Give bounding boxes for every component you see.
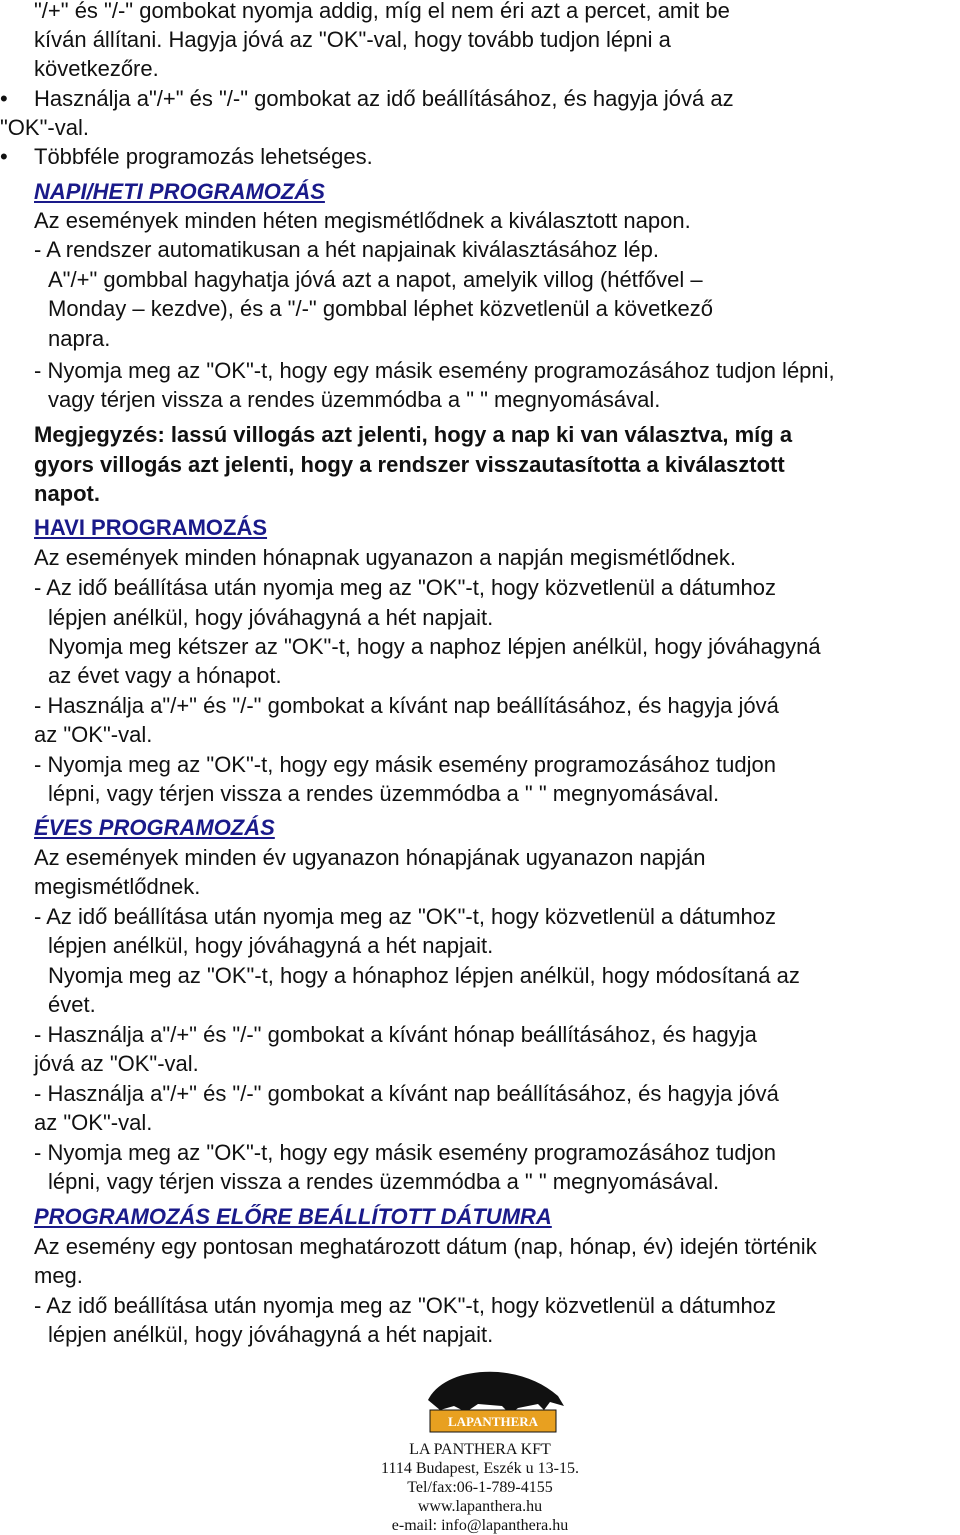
note-line: napot. <box>34 481 100 506</box>
panther-logo-icon <box>418 1366 568 1436</box>
company-name: LA PANTHERA KFT <box>409 1441 551 1458</box>
text-line: - A rendszer automatikusan a hét napjainak kiválasztásához lép. <box>34 237 659 262</box>
text-line: következőre. <box>34 56 159 81</box>
company-address: 1114 Budapest, Eszék u 13-15. <box>381 1460 579 1477</box>
text-line: - Használja a"/+" és "/-" gombokat a kívánt nap beállításához, és hagyja jóvá <box>34 1081 779 1106</box>
company-email-link[interactable]: e-mail: info@lapanthera.hu <box>391 1517 569 1534</box>
bullet-icon: • <box>0 86 8 111</box>
text-line: - Nyomja meg az "OK"-t, hogy egy másik esemény programozásához tudjon <box>34 1140 776 1165</box>
text-line: "/+" és "/-" gombokat nyomja addig, míg el nem éri azt a percet, amit be <box>34 0 730 23</box>
text-line: jóvá az "OK"-val. <box>34 1051 199 1076</box>
svg-text:LAPANTHERA: LAPANTHERA <box>447 1414 539 1429</box>
text-line: - Nyomja meg az "OK"-t, hogy egy másik esemény programozásához tudjon lépni, <box>34 358 835 383</box>
section-heading: ÉVES PROGRAMOZÁS <box>34 815 275 840</box>
text-line: - Nyomja meg az "OK"-t, hogy egy másik esemény programozásához tudjon <box>34 752 776 777</box>
company-footer <box>0 1440 960 1535</box>
text-line: "OK"-val. <box>0 115 89 140</box>
text-line: A"/+" gombbal hagyhatja jóvá azt a napot, amelyik villog (hétfővel – <box>48 267 703 292</box>
text-line: Az események minden hónapnak ugyanazon a napján megismétlődnek. <box>34 545 737 570</box>
section-heading: NAPI/HETI PROGRAMOZÁS <box>34 179 325 204</box>
text-line: az "OK"-val. <box>34 1110 153 1135</box>
text-line: lépni, vagy térjen vissza a rendes üzemmódba a " " megnyomásával. <box>48 781 720 806</box>
text-line: Nyomja meg kétszer az "OK"-t, hogy a naphoz lépjen anélkül, hogy jóváhagyná <box>48 634 821 659</box>
text-line: meg. <box>34 1263 83 1288</box>
text-line: az évet vagy a hónapot. <box>48 663 282 688</box>
text-line: - Az idő beállítása után nyomja meg az "OK"-t, hogy közvetlenül a dátumhoz <box>34 904 777 929</box>
bullet-line: • Többféle programozás lehetséges. <box>0 144 373 169</box>
section-heading: PROGRAMOZÁS ELŐRE BEÁLLÍTOTT DÁTUMRA <box>34 1204 552 1229</box>
lapanthera-logo <box>418 1366 568 1436</box>
text-line: Monday – kezdve), és a "/-" gombbal léphet közvetlenül a következő <box>48 296 713 321</box>
note-line: gyors villogás azt jelenti, hogy a rendszer visszautasította a kiválasztott <box>34 452 785 477</box>
text-line: Az események minden év ugyanazon hónapjának ugyanazon napján <box>34 845 706 870</box>
bullet-line: • Használja a"/+" és "/-" gombokat az idő beállításához, és hagyja jóvá az <box>0 86 734 111</box>
text-line: vagy térjen vissza a rendes üzemmódba a " " megnyomásával. <box>48 387 661 412</box>
text-line: Nyomja meg az "OK"-t, hogy a hónaphoz lépjen anélkül, hogy módosítaná az <box>48 963 800 988</box>
text-line: lépjen anélkül, hogy jóváhagyná a hét napjait. <box>48 1322 494 1347</box>
text-line: - Használja a"/+" és "/-" gombokat a kívánt nap beállításához, és hagyja jóvá <box>34 693 779 718</box>
text-line: az "OK"-val. <box>34 722 153 747</box>
text-line: évet. <box>48 992 96 1017</box>
company-web-link[interactable]: www.lapanthera.hu <box>417 1498 543 1515</box>
company-phone: Tel/fax:06-1-789-4155 <box>407 1479 553 1496</box>
text-line: Az esemény egy pontosan meghatározott dátum (nap, hónap, év) idején történik <box>34 1234 817 1259</box>
text-line: lépni, vagy térjen vissza a rendes üzemmódba a " " megnyomásával. <box>48 1169 720 1194</box>
text-line: - Az idő beállítása után nyomja meg az "OK"-t, hogy közvetlenül a dátumhoz <box>34 575 777 600</box>
text-line: napra. <box>48 326 111 351</box>
text-line: kíván állítani. Hagyja jóvá az "OK"-val, hogy tovább tudjon lépni a <box>34 27 671 52</box>
text-line: - Használja a"/+" és "/-" gombokat a kívánt hónap beállításához, és hagyja <box>34 1022 757 1047</box>
text-line: Az események minden héten megismétlődnek a kiválasztott napon. <box>34 208 691 233</box>
note-line: Megjegyzés: lassú villogás azt jelenti, hogy a nap ki van választva, míg a <box>34 422 793 447</box>
text-line: lépjen anélkül, hogy jóváhagyná a hét napjait. <box>48 605 494 630</box>
text-line: - Az idő beállítása után nyomja meg az "OK"-t, hogy közvetlenül a dátumhoz <box>34 1293 777 1318</box>
section-heading: HAVI PROGRAMOZÁS <box>34 515 268 540</box>
bullet-icon: • <box>0 144 8 169</box>
text-line: lépjen anélkül, hogy jóváhagyná a hét napjait. <box>48 933 494 958</box>
text-line: megismétlődnek. <box>34 874 201 899</box>
